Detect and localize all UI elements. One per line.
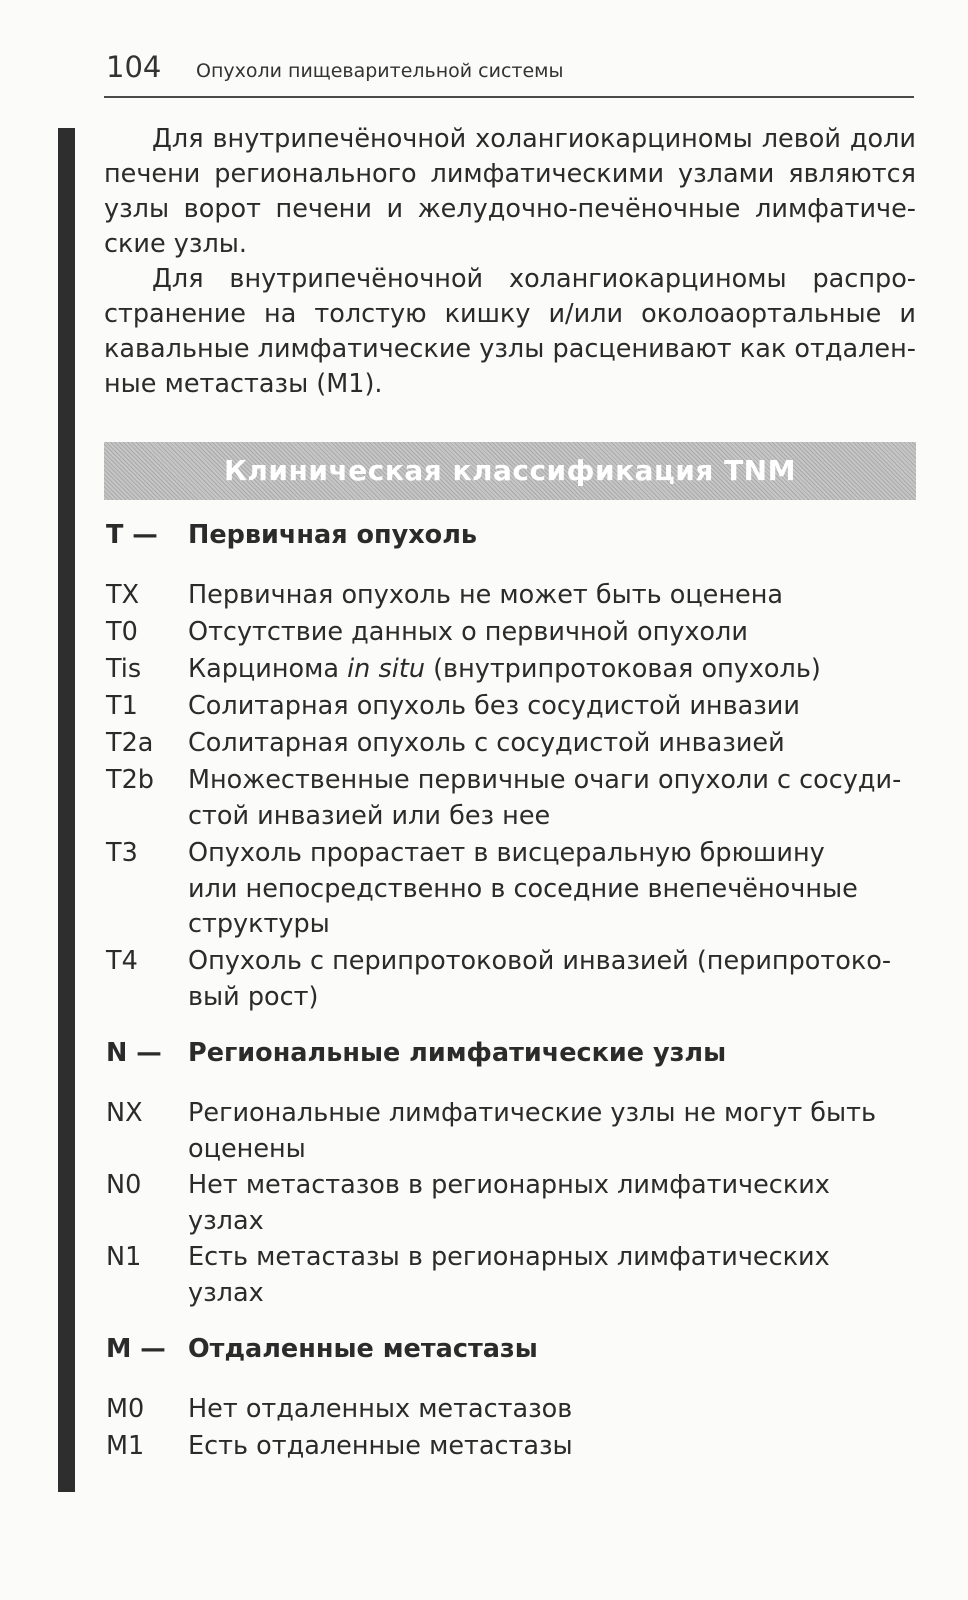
text-line: странение на толстую кишку и/или околоаортальные и — [104, 299, 916, 329]
entry-code: T4 — [106, 946, 138, 976]
section-title: Региональные лимфатические узлы — [188, 1038, 727, 1068]
text-line: узлы ворот печени и желудочно-печёночные лимфатиче- — [104, 194, 916, 224]
entry-code: TX — [106, 580, 140, 610]
italic-term: in situ — [347, 654, 425, 684]
page-number: 104 — [106, 50, 162, 84]
entry-code: T0 — [106, 617, 138, 647]
text-line: ские узлы. — [104, 229, 247, 259]
entry-description: Первичная опухоль не может быть оценена — [188, 580, 784, 610]
section-code: M — — [106, 1334, 166, 1364]
entry-code: M1 — [106, 1431, 145, 1461]
text-line: ные метастазы (M1). — [104, 369, 383, 399]
intro-paragraph-2 — [104, 262, 916, 402]
entry-code: N0 — [106, 1170, 142, 1200]
text-line: печени регионального лимфатическими узлами являются — [104, 159, 916, 189]
running-title: Опухоли пищеварительной системы — [196, 60, 564, 82]
entry-description: Есть отдаленные метастазы — [188, 1431, 573, 1461]
text-line: Для внутрипечёночной холангиокарциномы распро- — [152, 264, 916, 294]
section-code: T — — [106, 520, 158, 550]
text-line: Для внутрипечёночной холангиокарциномы левой доли — [152, 124, 916, 154]
entry-description: Есть метастазы в регионарных лимфатических узлах — [188, 1242, 830, 1308]
entry-description: Множественные первичные очаги опухоли с сосуди- стой инвазией или без нее — [188, 765, 902, 831]
entry-description: Опухоль прорастает в висцеральную брюшину или непосредственно в соседние внепечёночные структуры — [188, 838, 858, 939]
tnm-classification-banner: Клиническая классификация TNM — [104, 442, 916, 500]
entry-description: Опухоль с перипротоковой инвазией (перипротоко- вый рост) — [188, 946, 892, 1012]
entry-code: M0 — [106, 1394, 145, 1424]
section-title: Отдаленные метастазы — [188, 1334, 538, 1364]
entry-description: Солитарная опухоль без сосудистой инвазии — [188, 691, 800, 721]
entry-description: Карцинома in situ (внутрипротоковая опухоль) — [188, 654, 821, 684]
page-header — [104, 48, 914, 98]
intro-paragraph-1 — [104, 122, 916, 262]
section-code: N — — [106, 1038, 162, 1068]
side-margin-bar — [58, 128, 75, 1492]
entry-code: T2b — [106, 765, 154, 795]
text-line: кавальные лимфатические узлы расценивают как отдален- — [104, 334, 916, 364]
entry-description: Отсутствие данных о первичной опухоли — [188, 617, 748, 647]
entry-code: NX — [106, 1098, 143, 1128]
section-title: Первичная опухоль — [188, 520, 478, 550]
entry-code: T3 — [106, 838, 138, 868]
entry-code: N1 — [106, 1242, 142, 1272]
entry-code: T2a — [106, 728, 154, 758]
entry-code: Tis — [106, 654, 142, 684]
entry-description: Региональные лимфатические узлы не могут быть оценены — [188, 1098, 877, 1164]
entry-description: Солитарная опухоль с сосудистой инвазией — [188, 728, 785, 758]
entry-code: T1 — [106, 691, 138, 721]
entry-description: Нет метастазов в регионарных лимфатических узлах — [188, 1170, 830, 1236]
entry-description: Нет отдаленных метастазов — [188, 1394, 573, 1424]
